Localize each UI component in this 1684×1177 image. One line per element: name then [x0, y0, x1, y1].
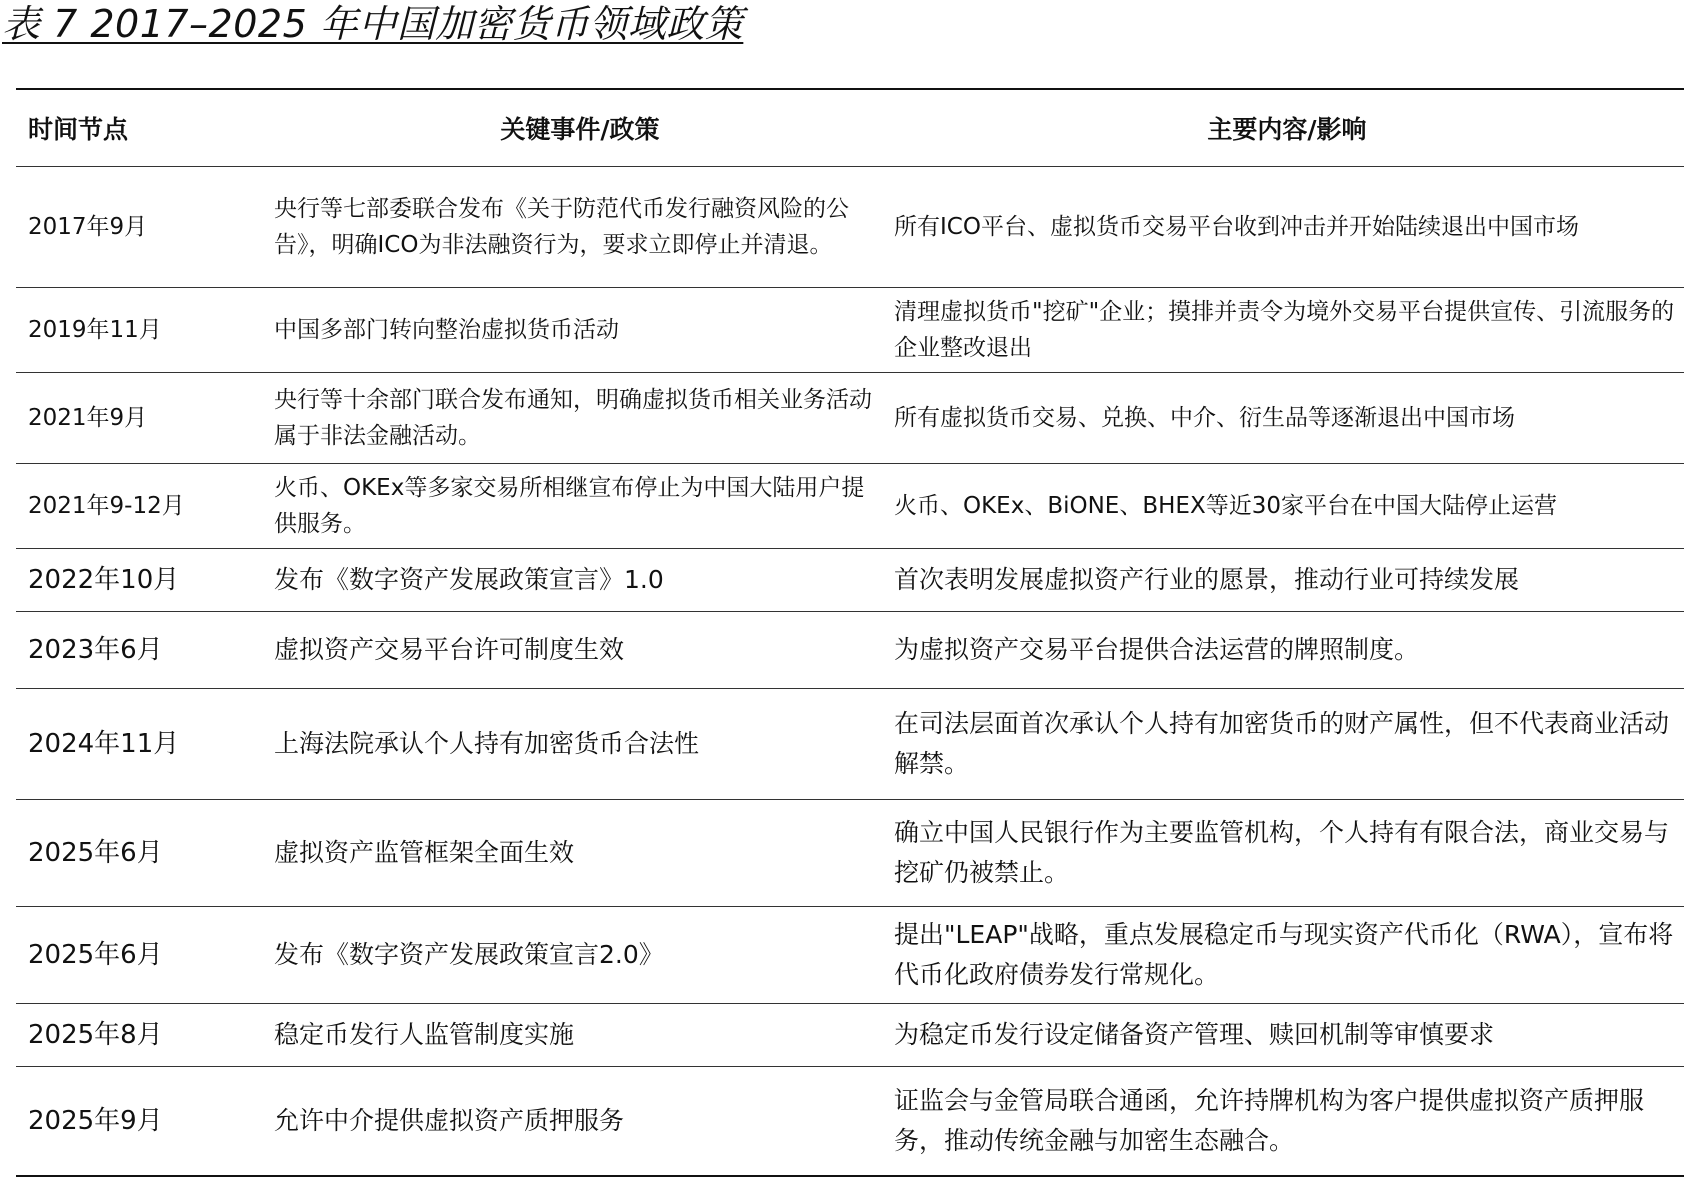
cell-content: 清理虚拟货币"挖矿"企业；摸排并责令为境外交易平台提供宣传、引流服务的企业整改退出	[890, 288, 1684, 373]
cell-event: 允许中介提供虚拟资产质押服务	[270, 1067, 890, 1177]
header-content: 主要内容/影响	[890, 89, 1684, 167]
cell-content: 所有ICO平台、虚拟货币交易平台收到冲击并开始陆续退出中国市场	[890, 167, 1684, 288]
table-row	[16, 800, 1684, 907]
cell-event: 中国多部门转向整治虚拟货币活动	[270, 288, 890, 373]
header-date: 时间节点	[16, 89, 270, 167]
table-row	[16, 373, 1684, 464]
cell-event: 虚拟资产监管框架全面生效	[270, 800, 890, 907]
cell-content: 所有虚拟货币交易、兑换、中介、衍生品等逐渐退出中国市场	[890, 373, 1684, 464]
table-row	[16, 464, 1684, 549]
table-title: 表 7 2017–2025 年中国加密货币领域政策	[2, 2, 744, 46]
cell-date: 2025年9月	[16, 1067, 270, 1177]
cell-date: 2025年8月	[16, 1004, 270, 1067]
cell-event: 央行等十余部门联合发布通知，明确虚拟货币相关业务活动属于非法金融活动。	[270, 373, 890, 464]
cell-date: 2023年6月	[16, 612, 270, 689]
cell-content: 为虚拟资产交易平台提供合法运营的牌照制度。	[890, 612, 1684, 689]
table-row	[16, 907, 1684, 1004]
table-row	[16, 1004, 1684, 1067]
cell-content: 证监会与金管局联合通函，允许持牌机构为客户提供虚拟资产质押服务，推动传统金融与加密生态融合。	[890, 1067, 1684, 1177]
policy-table	[16, 88, 1684, 1177]
cell-date: 2019年11月	[16, 288, 270, 373]
cell-content	[890, 549, 1684, 612]
cell-date: 2021年9-12月	[16, 464, 270, 549]
table-row	[16, 288, 1684, 373]
table-header-row	[16, 89, 1684, 167]
cell-event: 火币、OKEx等多家交易所相继宣布停止为中国大陆用户提供服务。	[270, 464, 890, 549]
cell-content: 提出"LEAP"战略，重点发展稳定币与现实资产代币化（RWA），宣布将代币化政府债券发行常规化。	[890, 907, 1684, 1004]
cell-date: 2021年9月	[16, 373, 270, 464]
cell-event: 上海法院承认个人持有加密货币合法性	[270, 689, 890, 800]
cell-content: 在司法层面首次承认个人持有加密货币的财产属性，但不代表商业活动解禁。	[890, 689, 1684, 800]
cell-event: 央行等七部委联合发布《关于防范代币发行融资风险的公告》，明确ICO为非法融资行为，要求立即停止并清退。	[270, 167, 890, 288]
cell-event: 虚拟资产交易平台许可制度生效	[270, 612, 890, 689]
cell-date: 2022年10月	[16, 549, 270, 612]
cell-content-text: 首次表明发展虚拟资产行业的愿景，推动行业可持续发展	[894, 565, 1520, 594]
table-row	[16, 549, 1684, 612]
cell-content: 火币、OKEx、BiONE、BHEX等近30家平台在中国大陆停止运营	[890, 464, 1684, 549]
cell-content: 为稳定币发行设定储备资产管理、赎回机制等审慎要求	[890, 1004, 1684, 1067]
cell-event: 稳定币发行人监管制度实施	[270, 1004, 890, 1067]
cell-date: 2024年11月	[16, 689, 270, 800]
table-row	[16, 1067, 1684, 1177]
table-row	[16, 612, 1684, 689]
cell-event: 发布《数字资产发展政策宣言2.0》	[270, 907, 890, 1004]
table-row	[16, 689, 1684, 800]
cell-date: 2025年6月	[16, 800, 270, 907]
cell-event: 发布《数字资产发展政策宣言》1.0	[270, 549, 890, 612]
cell-date: 2017年9月	[16, 167, 270, 288]
cell-date: 2025年6月	[16, 907, 270, 1004]
header-event: 关键事件/政策	[270, 89, 890, 167]
table-row	[16, 167, 1684, 288]
cell-content: 确立中国人民银行作为主要监管机构，个人持有有限合法，商业交易与挖矿仍被禁止。	[890, 800, 1684, 907]
